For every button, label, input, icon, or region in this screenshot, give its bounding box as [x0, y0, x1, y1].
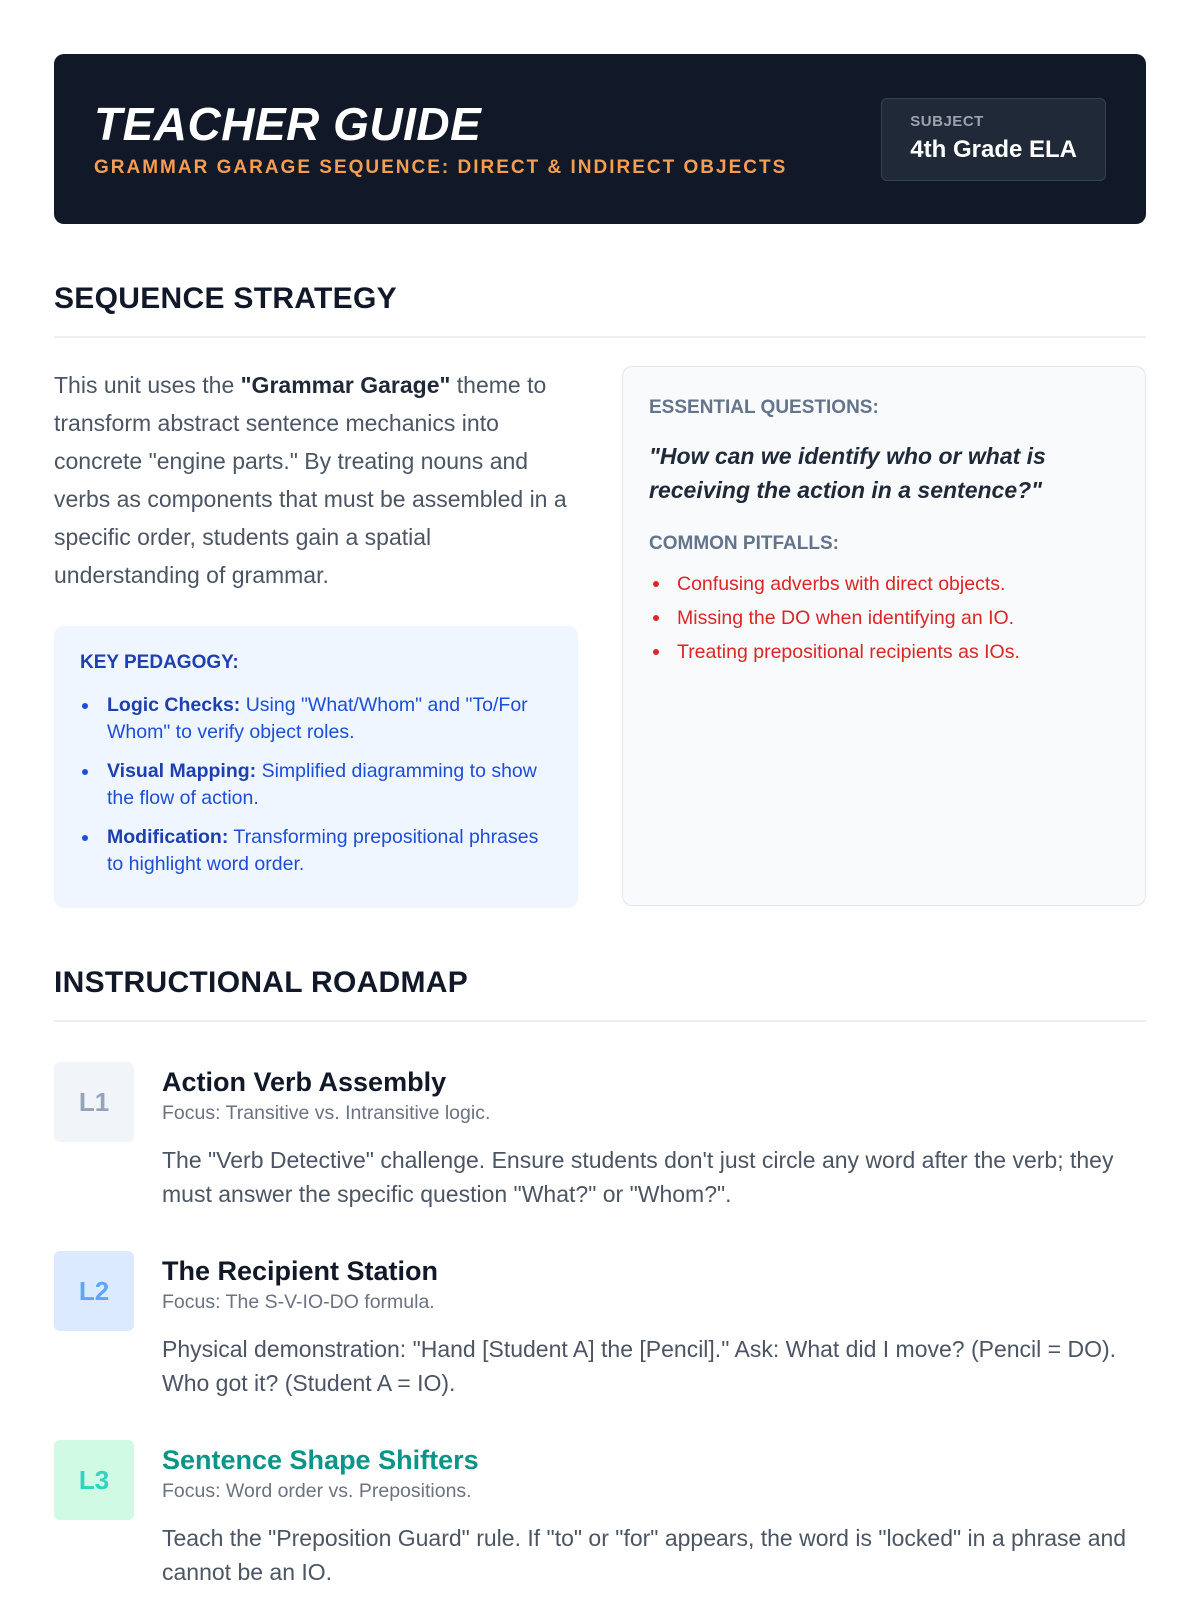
intro-theme-name: "Grammar Garage"	[240, 372, 451, 398]
pedagogy-term: Modification:	[107, 826, 229, 848]
lesson-focus: Focus: Word order vs. Prepositions.	[162, 1480, 472, 1502]
bullet-icon	[82, 835, 88, 841]
lesson-body	[162, 1062, 1146, 1211]
lesson-item	[54, 1440, 1146, 1589]
subject-box	[881, 98, 1106, 181]
lesson-badge: L3	[54, 1440, 134, 1520]
lesson-title: Sentence Shape Shifters	[162, 1445, 479, 1475]
strategy-section	[54, 366, 1146, 908]
lesson-item	[54, 1062, 1146, 1211]
key-pedagogy-box	[54, 626, 578, 908]
pitfall-text: Confusing adverbs with direct objects.	[677, 573, 1006, 595]
lesson-description: The "Verb Detective" challenge. Ensure students don't just circle any word after the verb; they must answer the specific question "What?" or "Whom?".	[162, 1147, 1114, 1207]
lesson-focus: Focus: Transitive vs. Intransitive logic.	[162, 1102, 491, 1124]
bullet-icon	[653, 581, 659, 587]
key-pedagogy-title: KEY PEDAGOGY:	[80, 652, 239, 673]
strategy-left-column	[54, 366, 578, 908]
bullet-icon	[653, 649, 659, 655]
pitfall-item	[649, 605, 1119, 631]
lesson-badge: L2	[54, 1251, 134, 1331]
lesson-title: Action Verb Assembly	[162, 1067, 447, 1097]
pedagogy-term: Logic Checks:	[107, 694, 241, 716]
bullet-icon	[82, 703, 88, 709]
intro-text-after: theme to transform abstract sentence mechanics into concrete "engine parts." By treating nouns and verbs as components that must be assembled in a specific order, students gain a spatial understanding of grammar.	[54, 372, 567, 588]
bullet-icon	[82, 769, 88, 775]
page-subtitle: GRAMMAR GARAGE SEQUENCE: DIRECT & INDIRECT OBJECTS	[94, 157, 788, 179]
pedagogy-item	[80, 824, 552, 878]
page-title: TEACHER GUIDE	[94, 97, 482, 150]
lesson-title: The Recipient Station	[162, 1256, 439, 1286]
essential-questions-title: ESSENTIAL QUESTIONS:	[649, 397, 879, 418]
lesson-description: Physical demonstration: "Hand [Student A] the [Pencil]." Ask: What did I move? (Pencil = DO). Who got it? (Student A = IO).	[162, 1336, 1117, 1396]
lesson-badge: L1	[54, 1062, 134, 1142]
header-banner	[54, 54, 1146, 224]
pitfall-text: Treating prepositional recipients as IOs.	[677, 641, 1020, 663]
lesson-focus: Focus: The S-V-IO-DO formula.	[162, 1291, 435, 1313]
intro-text-before: This unit uses the	[54, 372, 241, 398]
pedagogy-item	[80, 692, 552, 746]
lesson-description: Teach the "Preposition Guard" rule. If "to" or "for" appears, the word is "locked" in a phrase and cannot be an IO.	[162, 1525, 1127, 1585]
pedagogy-term: Visual Mapping:	[107, 760, 257, 782]
subject-label: SUBJECT	[910, 112, 984, 130]
instructional-roadmap-heading: INSTRUCTIONAL ROADMAP	[54, 966, 1146, 1022]
essential-question-text: "How can we identify who or what is receiving the action in a sentence?"	[649, 443, 1046, 503]
subject-value: 4th Grade ELA	[910, 135, 1077, 163]
pitfall-item	[649, 639, 1119, 665]
lesson-body	[162, 1251, 1146, 1400]
bullet-icon	[653, 615, 659, 621]
lesson-item	[54, 1251, 1146, 1400]
pedagogy-text: Transforming prepositional phrases to highlight word order.	[107, 826, 539, 875]
roadmap-list	[54, 1062, 1146, 1589]
pitfalls-list	[649, 571, 1119, 665]
questions-pitfalls-box	[622, 366, 1146, 906]
header-text	[94, 99, 787, 180]
pitfall-item	[649, 571, 1119, 597]
lesson-body	[162, 1440, 1146, 1589]
common-pitfalls-title: COMMON PITFALLS:	[649, 533, 839, 554]
pedagogy-text: Simplified diagramming to show the flow of action.	[107, 760, 537, 809]
pedagogy-text: Using "What/Whom" and "To/For Whom" to verify object roles.	[107, 694, 528, 743]
sequence-strategy-heading: SEQUENCE STRATEGY	[54, 282, 1146, 338]
pitfall-text: Missing the DO when identifying an IO.	[677, 607, 1015, 629]
pedagogy-list	[80, 692, 552, 878]
pedagogy-item	[80, 758, 552, 812]
intro-paragraph	[54, 366, 578, 594]
